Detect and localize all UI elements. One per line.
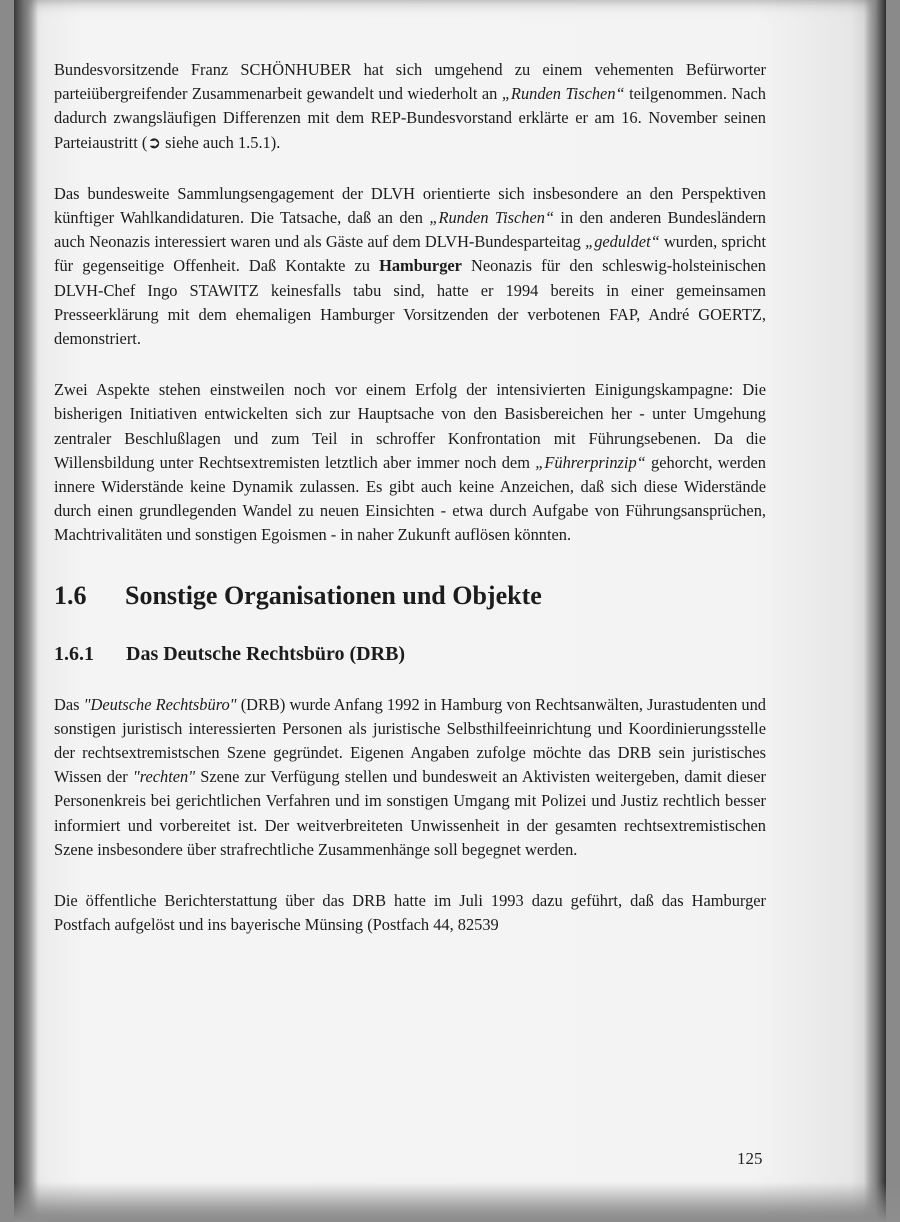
section-title: Sonstige Organisationen und Objekte	[125, 580, 542, 610]
text-segment: teilgenommen. Nach dadurch zwangsläufigen Differenzen mit dem REP-Bundesvorstand erklärte er am 16. November seinen Parteiaustritt (➲ siehe auch 1.5.1).	[54, 84, 766, 152]
text-segment: Die öffentliche Berichterstattung über das DRB hatte im Juli 1993 dazu geführt, daß das Hamburger Postfach aufgelöst und ins bayerische Münsing (Postfach 44, 82539	[54, 891, 766, 935]
paragraph-p4	[54, 693, 766, 862]
page-edge-shadow	[864, 0, 886, 1222]
text-segment: „Führerprinzip“	[535, 452, 646, 472]
page-number: 125	[737, 1149, 763, 1168]
text-segment: "rechten"	[132, 767, 196, 787]
text-segment: Hamburger	[379, 256, 462, 276]
paragraph-p5	[54, 889, 766, 937]
text-segment: Bundesvorsitzende Franz SCHÖNHUBER hat sich umgehend zu einem vehementen Befürworter parteiübergreifender Zusammenarbeit gewandelt und wiederholt an	[54, 60, 766, 104]
text-segment: Das bundesweite Sammlungsengagement der DLVH orientierte sich insbesondere an den Perspektiven künftiger Wahlkandidaturen. Die Tatsache, daß an den	[54, 183, 766, 228]
text-segment: Szene zur Verfügung stellen und bundesweit an Aktivisten weitergeben, damit dieser Personenkreis bei gerichtlichen Verfahren und im sonstigen Umgang mit Polizei und Justiz rechtlich besser informiert und vorbereitet ist. Der weitverbreiteten Unwissenheit in der gesamten rechtsextremistischen Szene insbesondere über strafrechtliche Zusammenhänge soll begegnet werden.	[54, 767, 767, 859]
paragraph-p3	[54, 378, 766, 547]
text-segment: Zwei Aspekte stehen einstweilen noch vor einem Erfolg der intensivierten Einigungskampagne: Die bisherigen Initiativen entwickelten sich zur Hauptsache von den Basisbereichen her - unter Umgehung zentraler Beschlußlagen und zum Teil in schroffer Konfrontation mit Führungsebenen. Da die Willensbildung unter Rechtsextremisten letztlich aber immer noch dem	[54, 380, 766, 472]
paragraph-p2	[54, 182, 766, 351]
text-segment: „Runden Tischen“	[429, 208, 555, 228]
text-segment: Das	[54, 694, 84, 714]
text-segment: wurden, spricht für gegenseitige Offenheit. Daß Kontakte zu	[54, 232, 767, 276]
page-gutter-shadow	[14, 0, 38, 1222]
text-block-lower	[54, 693, 766, 938]
text-segment: „geduldet“	[585, 232, 660, 252]
paragraph-p1	[54, 58, 766, 155]
section-heading	[54, 580, 766, 612]
text-block-upper	[54, 58, 766, 548]
text-segment: (DRB) wurde Anfang 1992 in Hamburg von Rechtsanwälten, Jurastudenten und sonstigen juristisch interessierten Personen als juristische Selbsthilfeeinrichtung und Koordinierungsstelle der rechtsextremistschen Szene gegründet. Eigenen Angaben zufolge möchte das DRB sein juristisches Wissen der	[54, 694, 766, 787]
text-segment: in den anderen Bundesländern auch Neonazis interessiert waren und als Gäste auf dem DLVH-Bundesparteitag	[54, 208, 767, 252]
text-segment: "Deutsche Rechtsbüro"	[83, 694, 237, 714]
text-segment: „Runden Tischen“	[501, 84, 625, 104]
text-segment: gehorcht, werden innere Widerstände keine Dynamik zulassen. Es gibt auch keine Anzeichen, daß sich diese Widerstände durch einen grundlegenden Wandel zu neuen Einsichten - etwa durch Aufgabe von Führungsansprüchen, Machtrivalitäten und sonstigen Egoismen - in naher Zukunft auflösen könnten.	[54, 452, 766, 545]
subsection-heading	[54, 641, 766, 667]
subsection-title: Das Deutsche Rechtsbüro (DRB)	[126, 642, 406, 665]
subsection-number: 1.6.1	[54, 642, 94, 665]
text-segment: Neonazis für den schleswig-holsteinischen DLVH-Chef Ingo STAWITZ keinesfalls tabu sind, hatte er 1994 bereits in einer gemeinsamen Presseerklärung mit dem ehemaligen Hamburger Vorsitzenden der verbotenen FAP, André GOERTZ, demonstriert.	[54, 256, 766, 349]
page-content	[54, 58, 766, 964]
page-bottom-shadow	[14, 1182, 900, 1222]
section-number: 1.6	[54, 580, 87, 610]
